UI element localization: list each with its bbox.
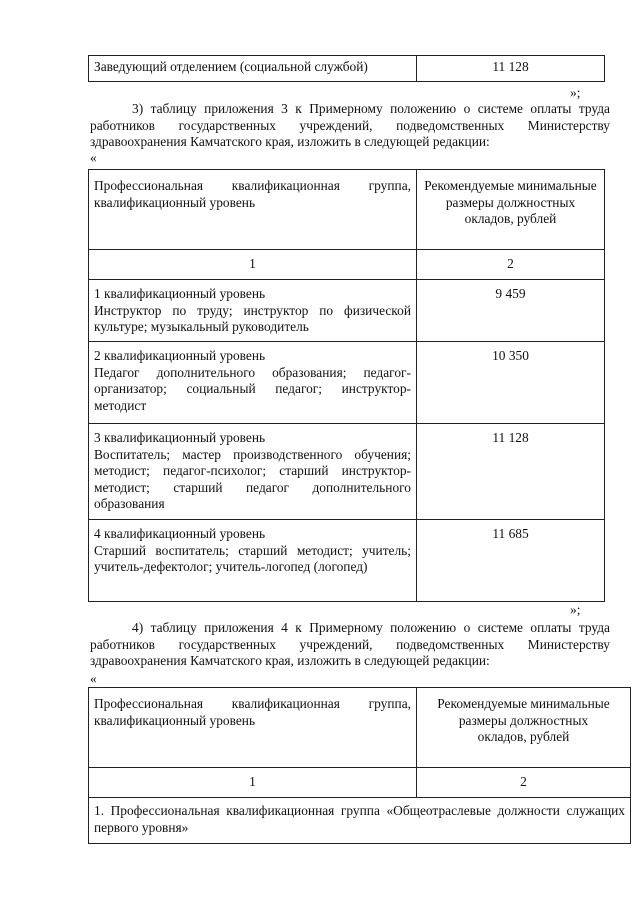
top-row-name: Заведующий отделением (социальной службой) <box>89 56 417 82</box>
table-number-row <box>89 768 631 798</box>
table3-row-3-value: 11 128 <box>417 424 605 520</box>
paragraph-3: 3) таблицу приложения 3 к Примерному положению о системе оплаты труда работников государственных учреждений, подведомственных Министерству здравоохранения Камчатского края, изложить в следующей редакции: <box>90 101 610 149</box>
table-4 <box>88 687 631 844</box>
table3-row-3-desc <box>89 424 417 520</box>
table3-row-2-value: 10 350 <box>417 342 605 424</box>
table4-num-col2: 2 <box>417 768 631 798</box>
table4-header-col1: Профессиональная квалификационная группа, квалификационный уровень <box>89 688 417 768</box>
table3-row-1-value: 9 459 <box>417 280 605 342</box>
table-row <box>89 342 605 424</box>
positions-text: Инструктор по труду; инструктор по физической культуре; музыкальный руководитель <box>94 302 411 334</box>
table-row <box>89 424 605 520</box>
table-3 <box>88 169 605 602</box>
table4-num-col1: 1 <box>89 768 417 798</box>
table3-row-1-desc <box>89 280 417 342</box>
level-label: 3 квалификационный уровень <box>94 430 266 445</box>
table-header-row <box>89 688 631 768</box>
top-table <box>88 55 605 82</box>
table-row <box>89 280 605 342</box>
table-header-row <box>89 170 605 250</box>
table-row <box>89 520 605 602</box>
close-quote: »; <box>570 85 581 100</box>
positions-text: Воспитатель; мастер производственного обучения; методист; педагог-психолог; старший инструктор-методист; старший педагог дополнительного образования <box>94 446 411 511</box>
level-label: 1 квалификационный уровень <box>94 286 266 301</box>
table-number-row <box>89 250 605 280</box>
level-label: 4 квалификационный уровень <box>94 526 266 541</box>
table4-header-col2: Рекомендуемые минимальные размеры должностных окладов, рублей <box>417 688 631 768</box>
level-label: 2 квалификационный уровень <box>94 348 266 363</box>
table-row <box>89 56 605 82</box>
paragraph-4: 4) таблицу приложения 4 к Примерному положению о системе оплаты труда работников государственных учреждений, подведомственных Министерству здравоохранения Камчатского края, изложить в следующей редакции: <box>90 620 610 668</box>
table3-num-col2: 2 <box>417 250 605 280</box>
table-row <box>89 798 631 844</box>
table3-row-2-desc <box>89 342 417 424</box>
positions-text: Старший воспитатель; старший методист; учитель; учитель-дефектолог; учитель-логопед (логопед) <box>94 542 411 574</box>
close-quote: »; <box>570 602 581 617</box>
table4-group-row: 1. Профессиональная квалификационная группа «Общеотраслевые должности служащих первого уровня» <box>89 798 631 844</box>
open-quote: « <box>90 671 97 686</box>
table3-num-col1: 1 <box>89 250 417 280</box>
table3-header-col1: Профессиональная квалификационная группа, квалификационный уровень <box>89 170 417 250</box>
table3-header-col2: Рекомендуемые минимальные размеры должностных окладов, рублей <box>417 170 605 250</box>
open-quote: « <box>90 150 97 165</box>
top-row-value: 11 128 <box>417 56 605 82</box>
positions-text: Педагог дополнительного образования; педагог-организатор; социальный педагог; инструктор-методист <box>94 364 411 413</box>
table3-row-4-desc <box>89 520 417 602</box>
table3-row-4-value: 11 685 <box>417 520 605 602</box>
